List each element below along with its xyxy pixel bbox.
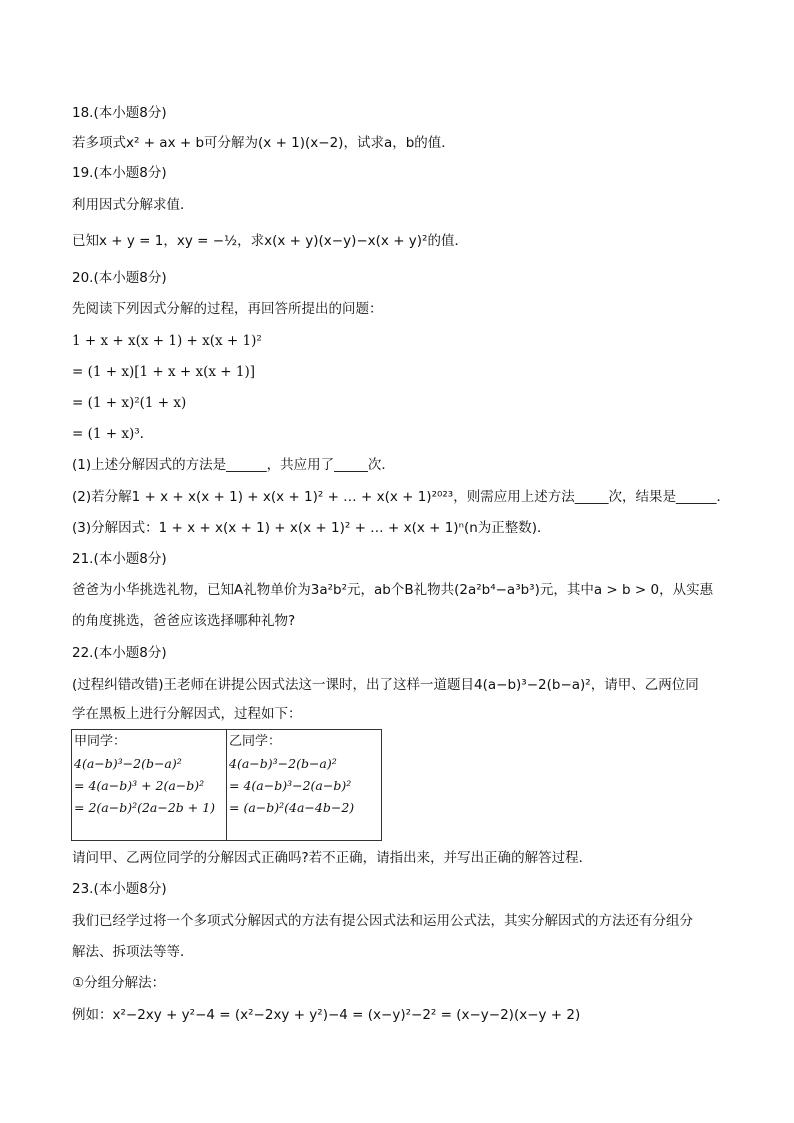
q20-part3: (3)分解因式：1 + x + x(x + 1) + x(x + 1)² + … + x(x + 1)ⁿ(n为正整数)． bbox=[72, 520, 551, 536]
student-yi-row-3: = (a−b)²(4a−4b−2) bbox=[229, 800, 355, 815]
q21-header: 21.(本小题8分) bbox=[72, 551, 167, 567]
student-yi-row-2: = 4(a−b)³−2(a−b)² bbox=[229, 778, 352, 793]
q20-step-3: = (1 + x)²(1 + x) bbox=[72, 395, 187, 411]
q20-step-1: 1 + x + x(x + 1) + x(x + 1)² bbox=[72, 333, 262, 349]
q22-line1: (过程纠错改错)王老师在讲提公因式法这一课时，出了这样一道题目4(a−b)³−2(b−a)²，请甲、乙两位同 bbox=[72, 677, 699, 693]
q20-step-2: = (1 + x)[1 + x + x(x + 1)] bbox=[72, 364, 256, 380]
student-yi-title: 乙同学： bbox=[229, 734, 282, 749]
q22-line2: 学在黑板上进行分解因式，过程如下： bbox=[72, 706, 302, 722]
student-jia-title: 甲同学： bbox=[74, 734, 127, 749]
q23-line1: 我们已经学过将一个多项式分解因式的方法有提公因式法和运用公式法，其实分解因式的方法还有分组分 bbox=[72, 913, 693, 929]
q20-intro: 先阅读下列因式分解的过程，再回答所提出的问题： bbox=[72, 301, 383, 317]
q22-question: 请问甲、乙两位同学的分解因式正确吗?若不正确，请指出来，并写出正确的解答过程． bbox=[72, 850, 593, 866]
q19-line2: 已知x + y = 1，xy = −½，求x(x + y)(x−y)−x(x + y)²的值． bbox=[72, 233, 468, 249]
q23-header: 23.(本小题8分) bbox=[72, 881, 167, 897]
student-jia-cell bbox=[72, 730, 227, 841]
q20-header: 20.(本小题8分) bbox=[72, 270, 167, 286]
solution-comparison-table bbox=[71, 729, 382, 841]
q20-step-4: = (1 + x)³. bbox=[72, 426, 144, 442]
q23-line2: 解法、拆项法等等． bbox=[72, 944, 194, 960]
student-jia-row-3: = 2(a−b)²(2a−2b + 1) bbox=[74, 800, 216, 815]
q18-header: 18.(本小题8分) bbox=[72, 105, 167, 121]
q23-method1: ①分组分解法： bbox=[72, 975, 166, 991]
student-yi-row-1: 4(a−b)³−2(b−a)² bbox=[229, 756, 337, 771]
student-jia-row-2: = 4(a−b)³ + 2(a−b)² bbox=[74, 778, 205, 793]
q19-header: 19.(本小题8分) bbox=[72, 165, 167, 181]
q22-header: 22.(本小题8分) bbox=[72, 645, 167, 661]
q21-line2: 的角度挑选，爸爸应该选择哪种礼物? bbox=[72, 613, 296, 629]
q18-text: 若多项式x² + ax + b可分解为(x + 1)(x−2)，试求a，b的值． bbox=[72, 135, 455, 151]
q20-part2: (2)若分解1 + x + x(x + 1) + x(x + 1)² + … + x(x + 1)²⁰²³，则需应用上述方法_____次，结果是______． bbox=[72, 489, 730, 505]
q20-part1: (1)上述分解因式的方法是______，共应用了_____次． bbox=[72, 457, 395, 473]
student-yi-cell bbox=[227, 730, 382, 841]
q23-example: 例如：x²−2xy + y²−4 = (x²−2xy + y²)−4 = (x−y)²−2² = (x−y−2)(x−y + 2) bbox=[72, 1007, 581, 1023]
student-jia-row-1: 4(a−b)³−2(b−a)² bbox=[74, 756, 182, 771]
q19-line1: 利用因式分解求值． bbox=[72, 197, 194, 213]
q21-line1: 爸爸为小华挑选礼物，已知A礼物单价为3a²b²元，ab个B礼物共(2a²b⁴−a³b³)元，其中a > b > 0，从实惠 bbox=[72, 582, 714, 598]
